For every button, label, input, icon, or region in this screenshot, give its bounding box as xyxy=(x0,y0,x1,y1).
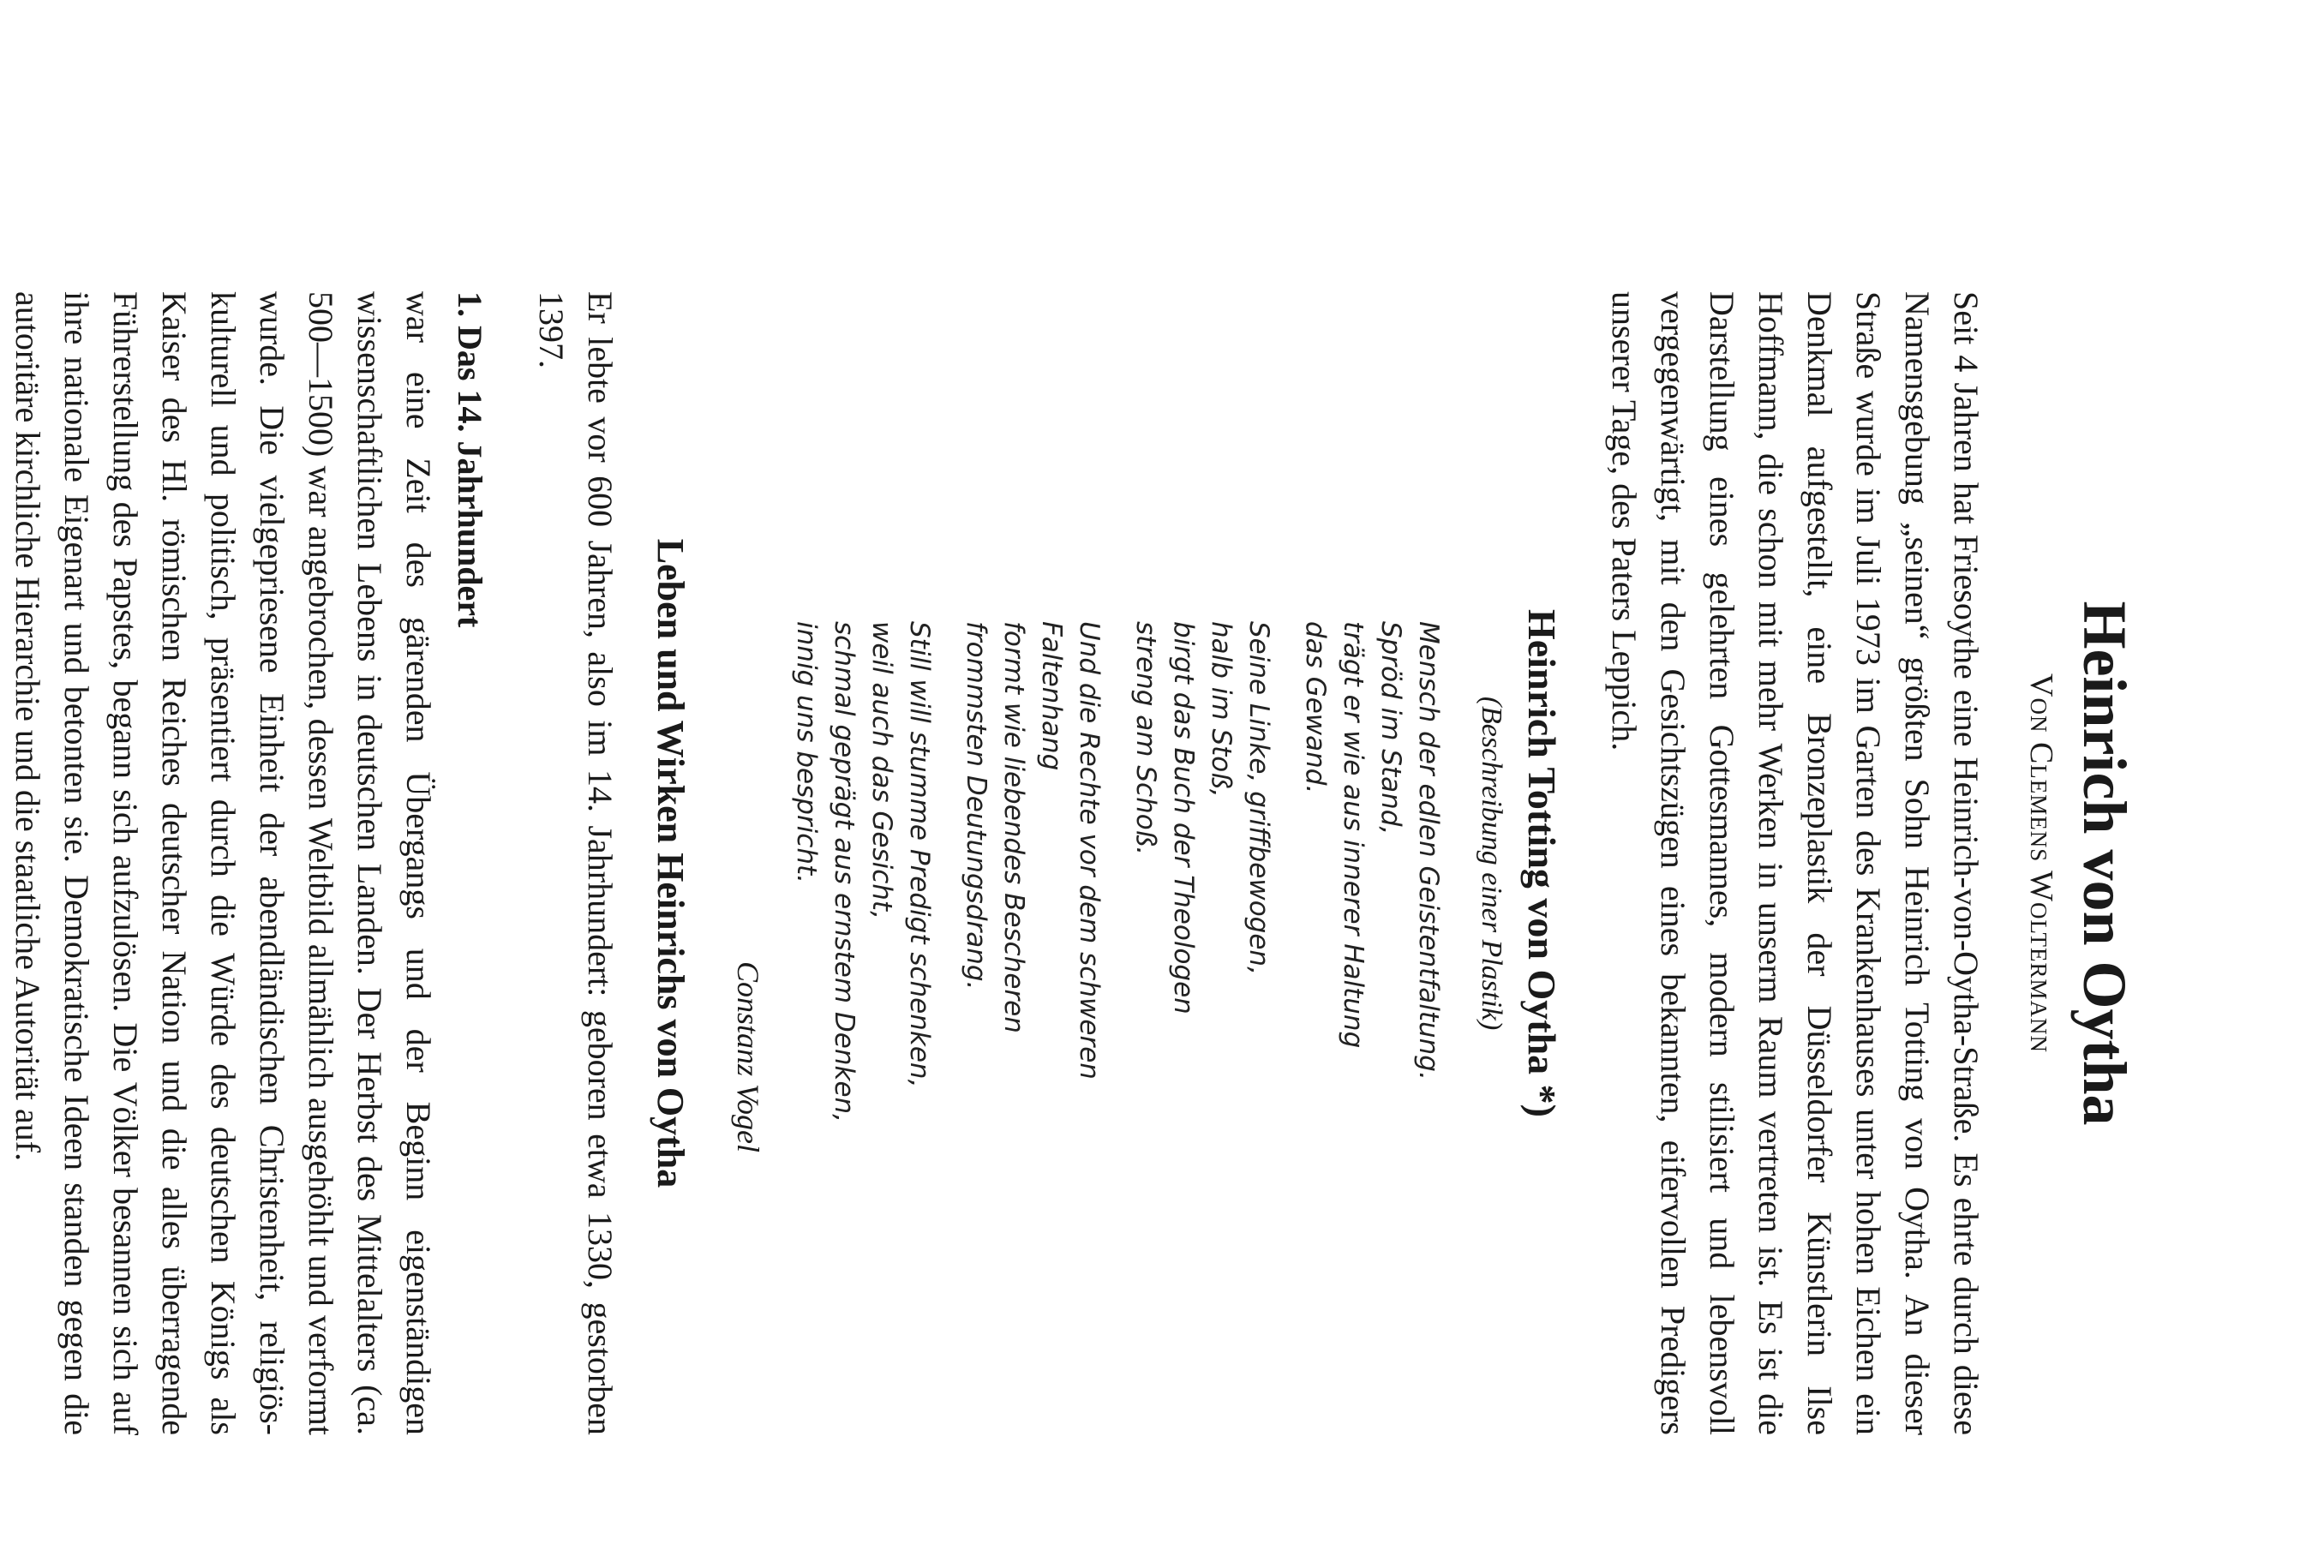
poem-line: Faltenhang xyxy=(1036,621,1067,771)
poem-line: birgt das Buch der Theologen xyxy=(1168,621,1199,1014)
document-page xyxy=(0,291,2140,1435)
poem-line: Seine Linke, griffbewogen, xyxy=(1243,621,1274,975)
poem-stanza xyxy=(788,621,938,1435)
poem-author: Constanz Vogel xyxy=(731,961,765,1152)
poem-line: Still will stumme Predigt schenken, xyxy=(904,621,935,1088)
poem xyxy=(788,621,1447,1435)
poem-line: streng am Schoß. xyxy=(1130,621,1161,856)
poem-line: weil auch das Gesicht, xyxy=(866,621,897,919)
poem-stanza xyxy=(1297,621,1447,1435)
section-intro-paragraph: Er lebte vor 600 Jahren, also im 14. Jahrhundert: geboren etwa 1330, gestorben 1397. xyxy=(532,291,620,1435)
article-title: Heinrich von Oytha xyxy=(2070,601,2139,1126)
poem-line: Spröd im Stand, xyxy=(1375,621,1406,835)
poem-line: halb im Stoß, xyxy=(1206,621,1237,798)
poem-line: frommsten Deutungsdrang. xyxy=(961,621,991,990)
poem-line: schmal geprägt aus ernstem Denken, xyxy=(829,621,860,1123)
poem-line: Mensch der edlen Geistentfaltung. xyxy=(1413,621,1444,1080)
section-heading: Leben und Wirken Heinrichs von Oytha xyxy=(650,538,692,1188)
poem-line: Und die Rechte vor dem schweren xyxy=(1074,621,1105,1080)
intro-paragraph: Seit 4 Jahren hat Friesoythe eine Heinrich-von-Oytha-Straße. Es ehrte durch diese Namensgebung „seinen“ größten Sohn Heinrich Totting von Oytha. An dieser Straße wurde im Juli 1973 im Garten des Krankenhauses unter hohen Eichen ein Denkmal aufgestellt, eine Bronzeplastik der Düsseldorfer Künstlerin Ilse Hoffmann, die schon mit mehr Werken in unserm Raum vertreten ist. Es ist die Darstellung eines gelehrten Gottesmannes, modern stilisiert und lebensvoll vergegenwärtigt, mit den Gesichtszügen eines bekannten, eifervollen Predigers unserer Tage, des Paters Leppich. xyxy=(1605,291,1986,1435)
article-author: Von Clemens Woltermann xyxy=(2023,673,2059,1053)
section-subheading: 1. Das 14. Jahrhundert xyxy=(451,291,489,628)
poem-subtitle: (Beschreibung einer Plastik) xyxy=(1476,696,1507,1031)
poem-line: formt wie liebendes Bescheren xyxy=(998,621,1029,1033)
poem-line: innig uns bespricht. xyxy=(791,621,822,883)
section-body-paragraph: war eine Zeit des gärenden Übergangs und der Beginn eigenständigen wissenschaftlichen Lebens in deutschen Landen. Der Herbst des Mittelalters (ca. 500—1500) war angebrochen, dessen Weltbild allmählich ausgehöhlt und verformt wurde. Die vielgepriesene Einheit der abendländischen Christenheit, religiös-kulturell und politisch, präsentiert durch die Würde des deutschen Königs als Kaiser des Hl. römischen Reiches deutscher Nation und die alles überragende Führerstellung des Papstes, begann sich aufzulösen. Die Völker besannen sich auf ihre nationale Eigenart und betonten sie. Demokratische Ideen standen gegen die autoritäre kirchliche Hierarchie und die staatliche Autorität auf. xyxy=(9,291,438,1435)
poem-line: trägt er wie aus innerer Haltung xyxy=(1338,621,1369,1049)
poem-stanza xyxy=(1127,621,1278,1435)
poem-stanza xyxy=(957,621,1108,1435)
poem-title: Heinrich Totting von Oytha *) xyxy=(1520,609,1564,1117)
poem-line: das Gewand. xyxy=(1300,621,1331,794)
